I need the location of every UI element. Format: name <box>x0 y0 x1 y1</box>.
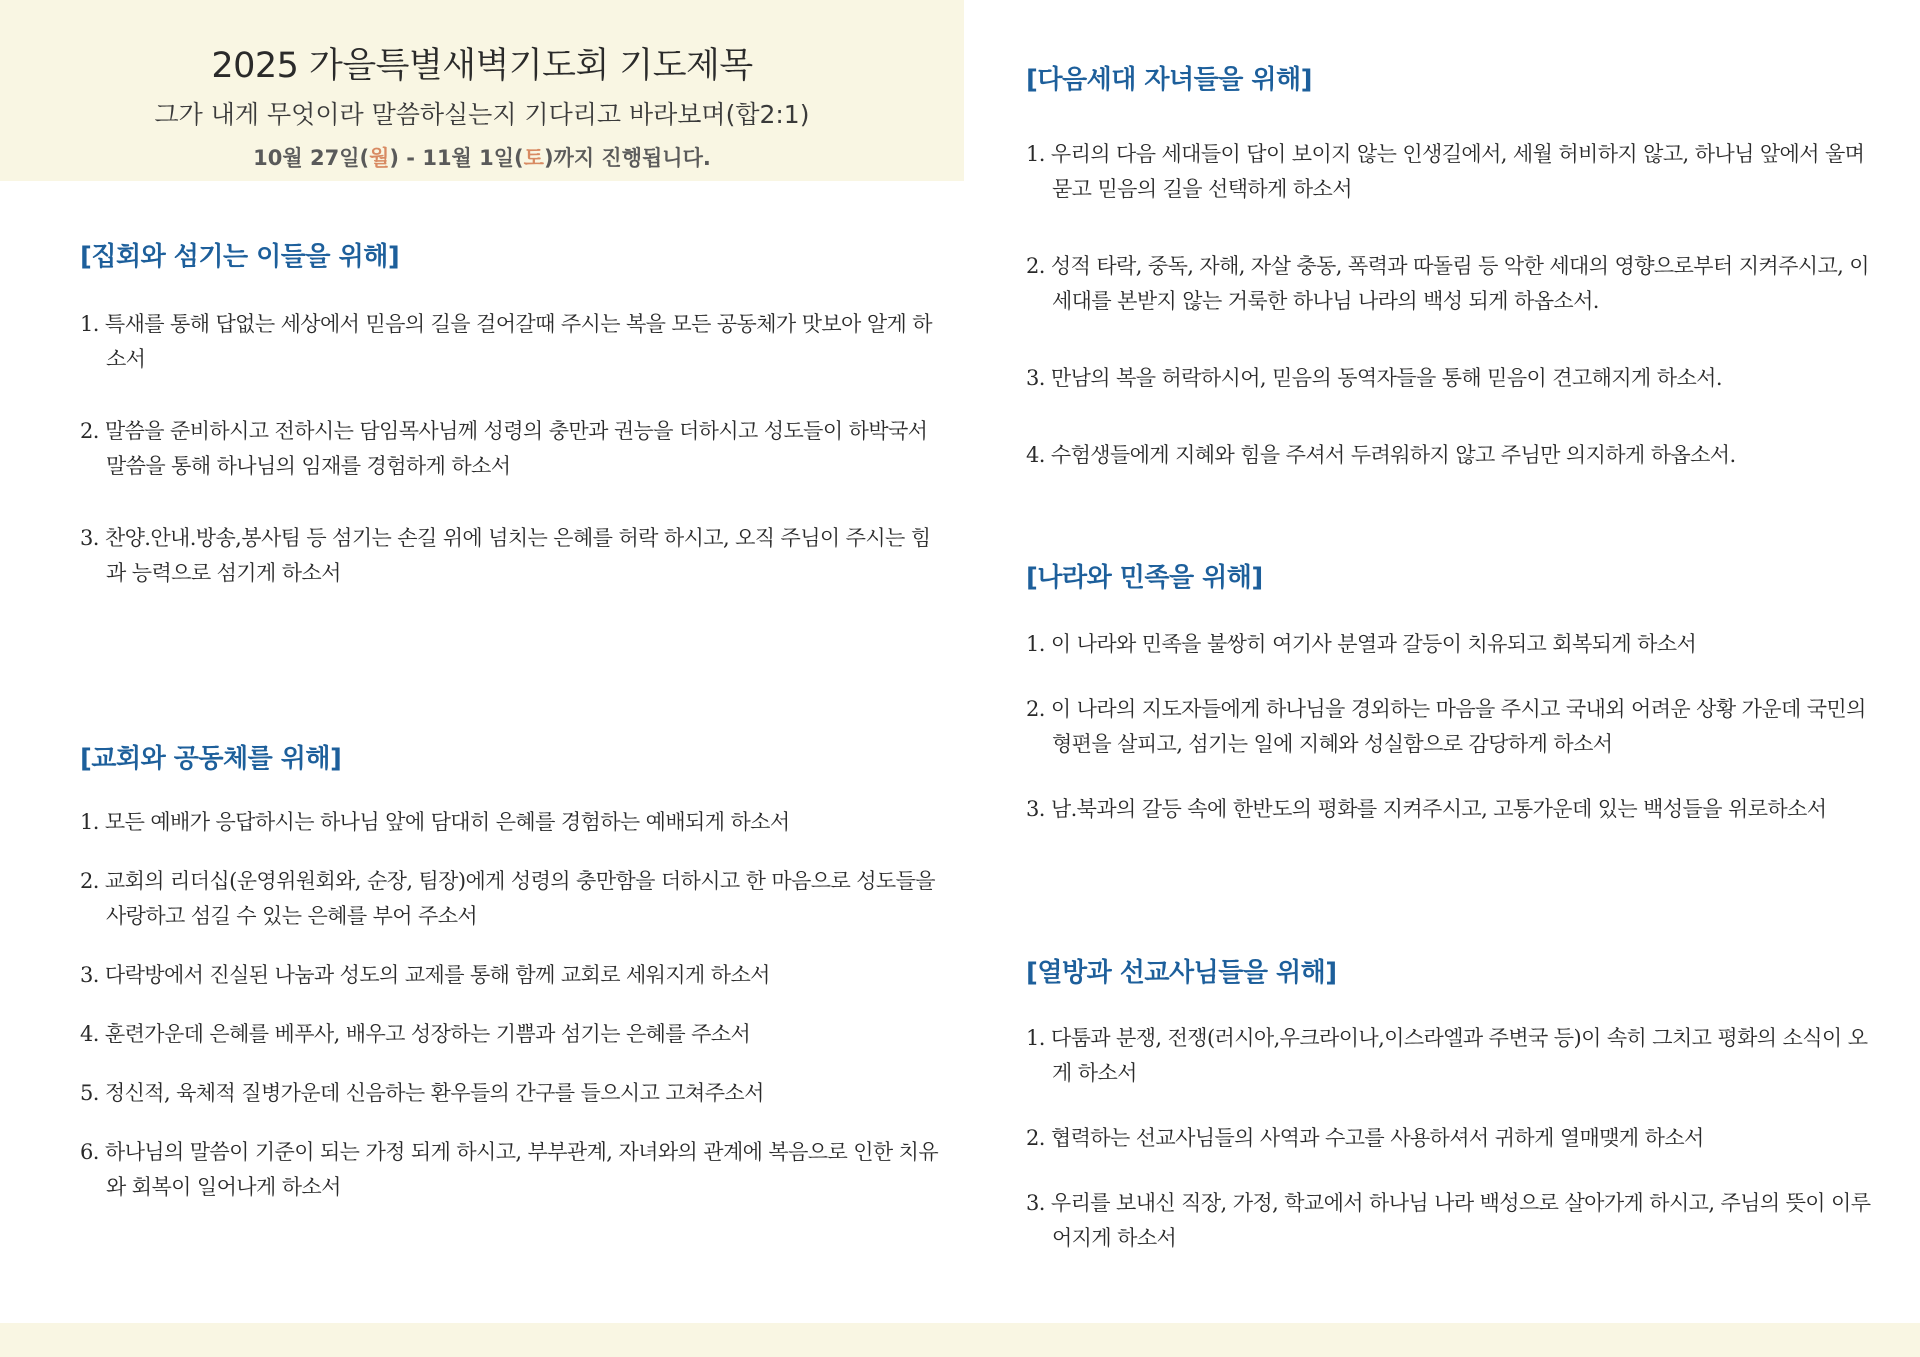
end-date-text: )까지 진행됩니다. <box>543 146 711 170</box>
prayer-item: 2. 이 나라의 지도자들에게 하나님을 경외하는 마음을 주시고 국내외 어려운 상황 가운데 국민의 형편을 살피고, 섬기는 일에 지혜와 성실함으로 감당하게 하소서 <box>1026 697 1866 756</box>
start-date: 10월 27일( <box>253 146 370 170</box>
prayer-item: 3. 찬양.안내.방송,봉사팀 등 섬기는 손길 위에 넘치는 은혜를 허락 하시고, 오직 주님이 주시는 힘과 능력으로 섬기게 하소서 <box>80 526 931 585</box>
prayer-item: 1. 다툼과 분쟁, 전쟁(러시아,우크라이나,이스라엘과 주변국 등)이 속히 그치고 평화의 소식이 오게 하소서 <box>1026 1026 1868 1085</box>
page-title: 2025 가을특별새벽기도회 기도제목 <box>211 46 753 86</box>
section-title-next-generation: [다음세대 자녀들을 위해] <box>1026 65 1313 95</box>
header-banner <box>0 0 964 181</box>
prayer-list-gathering <box>80 307 940 591</box>
section-nation <box>1026 557 1886 827</box>
prayer-item: 1. 이 나라와 민족을 불쌍히 여기사 분열과 갈등이 치유되고 회복되게 하소서 <box>1026 632 1697 656</box>
prayer-item: 3. 남.북과의 갈등 속에 한반도의 평화를 지켜주시고, 고통가운데 있는 백성들을 위로하소서 <box>1026 797 1827 821</box>
date-separator: ) - 11월 1일( <box>389 146 524 170</box>
prayer-list-next-generation <box>1026 137 1886 473</box>
prayer-item: 4. 수험생들에게 지혜와 힘을 주셔서 두려워하지 않고 주님만 의지하게 하옵소서. <box>1026 443 1736 467</box>
prayer-item: 3. 우리를 보내신 직장, 가정, 학교에서 하나님 나라 백성으로 살아가게 하시고, 주님의 뜻이 이루어지게 하소서 <box>1026 1191 1871 1250</box>
prayer-item: 6. 하나님의 말씀이 기준이 되는 가정 되게 하시고, 부부관계, 자녀와의 관계에 복음으로 인한 치유와 회복이 일어나게 하소서 <box>80 1140 939 1199</box>
section-missions <box>1026 952 1886 1256</box>
theme-verse: 그가 내게 무엇이라 말씀하실는지 기다리고 바라보며(합2:1) <box>154 100 810 129</box>
footer-band <box>0 1323 1920 1357</box>
prayer-list-nation <box>1026 627 1886 827</box>
prayer-item: 1. 모든 예배가 응답하시는 하나님 앞에 담대히 은혜를 경험하는 예배되게 하소서 <box>80 810 790 834</box>
prayer-item: 5. 정신적, 육체적 질병가운데 신음하는 환우들의 간구를 들으시고 고쳐주소서 <box>80 1081 764 1105</box>
section-church <box>80 738 940 1205</box>
section-gathering <box>80 236 940 591</box>
section-title-church: [교회와 공동체를 위해] <box>80 744 342 774</box>
start-weekday: 월 <box>369 146 390 170</box>
end-weekday: 토 <box>523 146 544 170</box>
prayer-item: 1. 우리의 다음 세대들이 답이 보이지 않는 인생길에서, 세월 허비하지 않고, 하나님 앞에서 울며 묻고 믿음의 길을 선택하게 하소서 <box>1026 142 1865 201</box>
prayer-item: 3. 만남의 복을 허락하시어, 믿음의 동역자들을 통해 믿음이 견고해지게 하소서. <box>1026 366 1722 390</box>
section-title-missions: [열방과 선교사님들을 위해] <box>1026 958 1337 988</box>
prayer-item: 2. 협력하는 선교사님들의 사역과 수고를 사용하셔서 귀하게 열매맺게 하소서 <box>1026 1126 1704 1150</box>
prayer-item: 2. 말씀을 준비하시고 전하시는 담임목사님께 성령의 충만과 권능을 더하시고 성도들이 하박국서 말씀을 통해 하나님의 임재를 경험하게 하소서 <box>80 419 928 478</box>
prayer-item: 3. 다락방에서 진실된 나눔과 성도의 교제를 통해 함께 교회로 세워지게 하소서 <box>80 963 770 987</box>
prayer-item: 1. 특새를 통해 답없는 세상에서 믿음의 길을 걸어갈때 주시는 복을 모든 공동체가 맛보아 알게 하소서 <box>80 312 932 371</box>
prayer-item: 2. 교회의 리더십(운영위원회와, 순장, 팀장)에게 성령의 충만함을 더하시고 한 마음으로 성도들을 사랑하고 섬길 수 있는 은혜를 부어 주소서 <box>80 869 935 928</box>
prayer-list-church <box>80 805 940 1205</box>
section-next-generation <box>1026 59 1886 473</box>
section-title-gathering: [집회와 섬기는 이들을 위해] <box>80 242 400 272</box>
prayer-list-missions <box>1026 1021 1886 1256</box>
section-title-nation: [나라와 민족을 위해] <box>1026 563 1263 593</box>
prayer-item: 4. 훈련가운데 은혜를 베푸사, 배우고 성장하는 기쁨과 섬기는 은혜를 주소서 <box>80 1022 751 1046</box>
prayer-item: 2. 성적 타락, 중독, 자해, 자살 충동, 폭력과 따돌림 등 악한 세대의 영향으로부터 지켜주시고, 이 세대를 본받지 않는 거룩한 하나님 나라의 백성 되게 하옵소서. <box>1026 254 1869 313</box>
schedule-dates <box>0 142 964 172</box>
